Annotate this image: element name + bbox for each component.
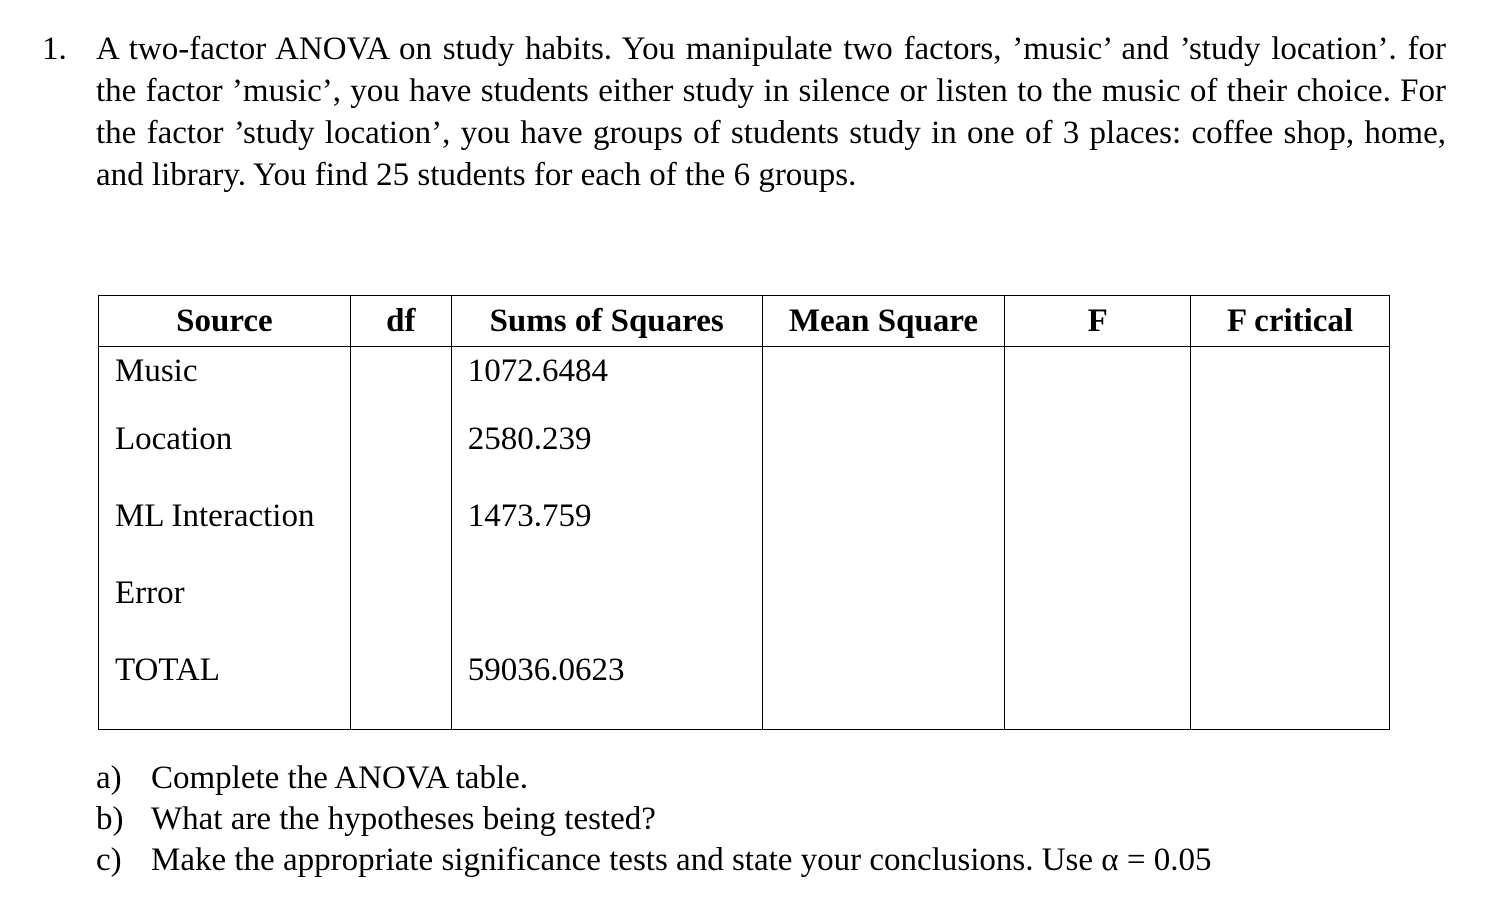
ss-cell [451, 569, 762, 646]
fcrit-cell [1191, 569, 1390, 646]
fcrit-cell [1191, 492, 1390, 569]
ss-cell: 59036.0623 [451, 646, 762, 730]
ms-cell [762, 492, 1005, 569]
fcrit-cell [1191, 646, 1390, 730]
anova-table [98, 295, 1390, 730]
df-cell [350, 569, 451, 646]
problem-statement [42, 28, 1446, 196]
f-cell [1005, 569, 1191, 646]
table-row [99, 569, 1390, 646]
problem-text [96, 28, 1446, 196]
df-cell [350, 415, 451, 492]
question-text: Complete the ANOVA table. [151, 760, 529, 796]
question-letter: b) [96, 801, 124, 837]
header-sums-of-squares: Sums of Squares [451, 296, 762, 347]
df-cell [350, 646, 451, 730]
header-df: df [350, 296, 451, 347]
f-cell [1005, 646, 1191, 730]
source-cell: Location [99, 415, 351, 492]
df-cell [350, 492, 451, 569]
table-row [99, 492, 1390, 569]
list-item [96, 840, 1211, 881]
header-source: Source [99, 296, 351, 347]
question-list [96, 758, 1211, 881]
ms-cell [762, 347, 1005, 416]
header-f-critical: F critical [1191, 296, 1390, 347]
table-row [99, 646, 1390, 730]
table-row [99, 415, 1390, 492]
f-cell [1005, 347, 1191, 416]
source-cell: Music [99, 347, 351, 416]
question-letter: a) [96, 760, 122, 796]
ss-cell: 1072.6484 [451, 347, 762, 416]
fcrit-cell [1191, 415, 1390, 492]
table-row [99, 347, 1390, 416]
fcrit-cell [1191, 347, 1390, 416]
f-cell [1005, 492, 1191, 569]
header-mean-square: Mean Square [762, 296, 1005, 347]
ms-cell [762, 646, 1005, 730]
ms-cell [762, 415, 1005, 492]
ss-cell: 2580.239 [451, 415, 762, 492]
problem-number: 1. [42, 31, 67, 67]
source-cell: ML Interaction [99, 492, 351, 569]
ss-cell: 1473.759 [451, 492, 762, 569]
df-cell [350, 347, 451, 416]
table-header-row [99, 296, 1390, 347]
question-text: What are the hypotheses being tested? [151, 801, 656, 837]
f-cell [1005, 415, 1191, 492]
list-item [96, 799, 1211, 840]
source-cell: TOTAL [99, 646, 351, 730]
list-item [96, 758, 1211, 799]
question-letter: c) [96, 842, 122, 878]
ms-cell [762, 569, 1005, 646]
problem-body: A two-factor ANOVA on study habits. You manipulate two factors, ’music’ and ’study location’. for the factor ’music’, you have students either study in silence or listen to the music of their choice. For the factor ’study location’, you have groups of students study in one of 3 places: coffee shop, home, and library. You find 25 students for each of the 6 groups. [96, 31, 1446, 193]
question-text: Make the appropriate significance tests and state your conclusions. Use α = 0.05 [151, 842, 1212, 878]
header-f: F [1005, 296, 1191, 347]
source-cell: Error [99, 569, 351, 646]
